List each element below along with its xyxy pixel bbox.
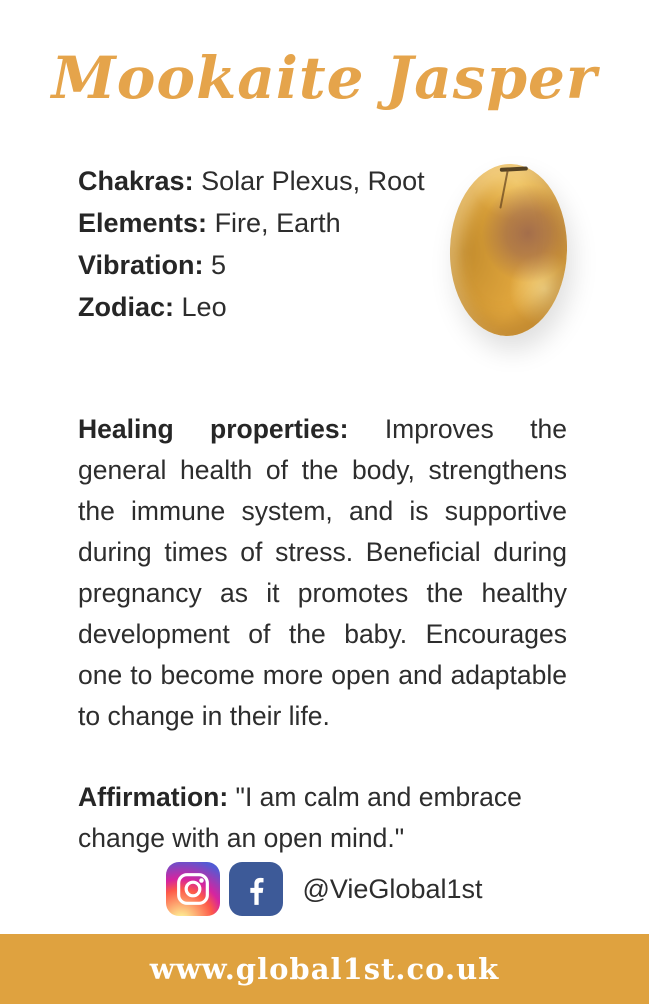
property-label: Vibration:	[78, 250, 204, 280]
property-value: Fire, Earth	[214, 208, 341, 238]
property-value: 5	[211, 250, 227, 280]
social-row	[0, 860, 649, 918]
healing-properties-text: Improves the general health of the body, strengthens the immune system, and is supportive during times of stress. Beneficial during pregnancy as it promotes the healthy development of the baby. Encourages one to become more open and adaptable to change in their life.	[78, 413, 567, 731]
property-row-chakras	[78, 160, 425, 202]
affirmation-paragraph	[78, 777, 567, 859]
social-handle[interactable]: @VieGlobal1st	[302, 873, 483, 904]
facebook-icon[interactable]	[229, 862, 283, 916]
property-row-elements	[78, 202, 425, 244]
property-label: Zodiac:	[78, 292, 175, 322]
affirmation-text: "I am calm and embrace change with an open mind."	[78, 781, 522, 853]
page-title: Mookaite Jasper	[51, 44, 598, 112]
footer-bar	[0, 934, 649, 1004]
healing-properties-label: Healing properties:	[78, 413, 349, 444]
property-label: Elements:	[78, 208, 208, 238]
property-row-vibration	[78, 244, 425, 286]
properties-list	[78, 160, 425, 328]
instagram-icon[interactable]	[166, 862, 220, 916]
stone-crack-detail	[500, 169, 510, 209]
property-row-zodiac	[78, 286, 425, 328]
affirmation-label: Affirmation:	[78, 781, 229, 812]
property-label: Chakras:	[78, 166, 194, 196]
website-url[interactable]: www.global1st.co.uk	[149, 952, 500, 986]
stone-photo	[447, 162, 570, 338]
property-value: Leo	[181, 292, 227, 322]
property-value: Solar Plexus, Root	[201, 166, 425, 196]
stone-crack-detail	[500, 167, 528, 172]
healing-properties-paragraph	[78, 409, 567, 737]
